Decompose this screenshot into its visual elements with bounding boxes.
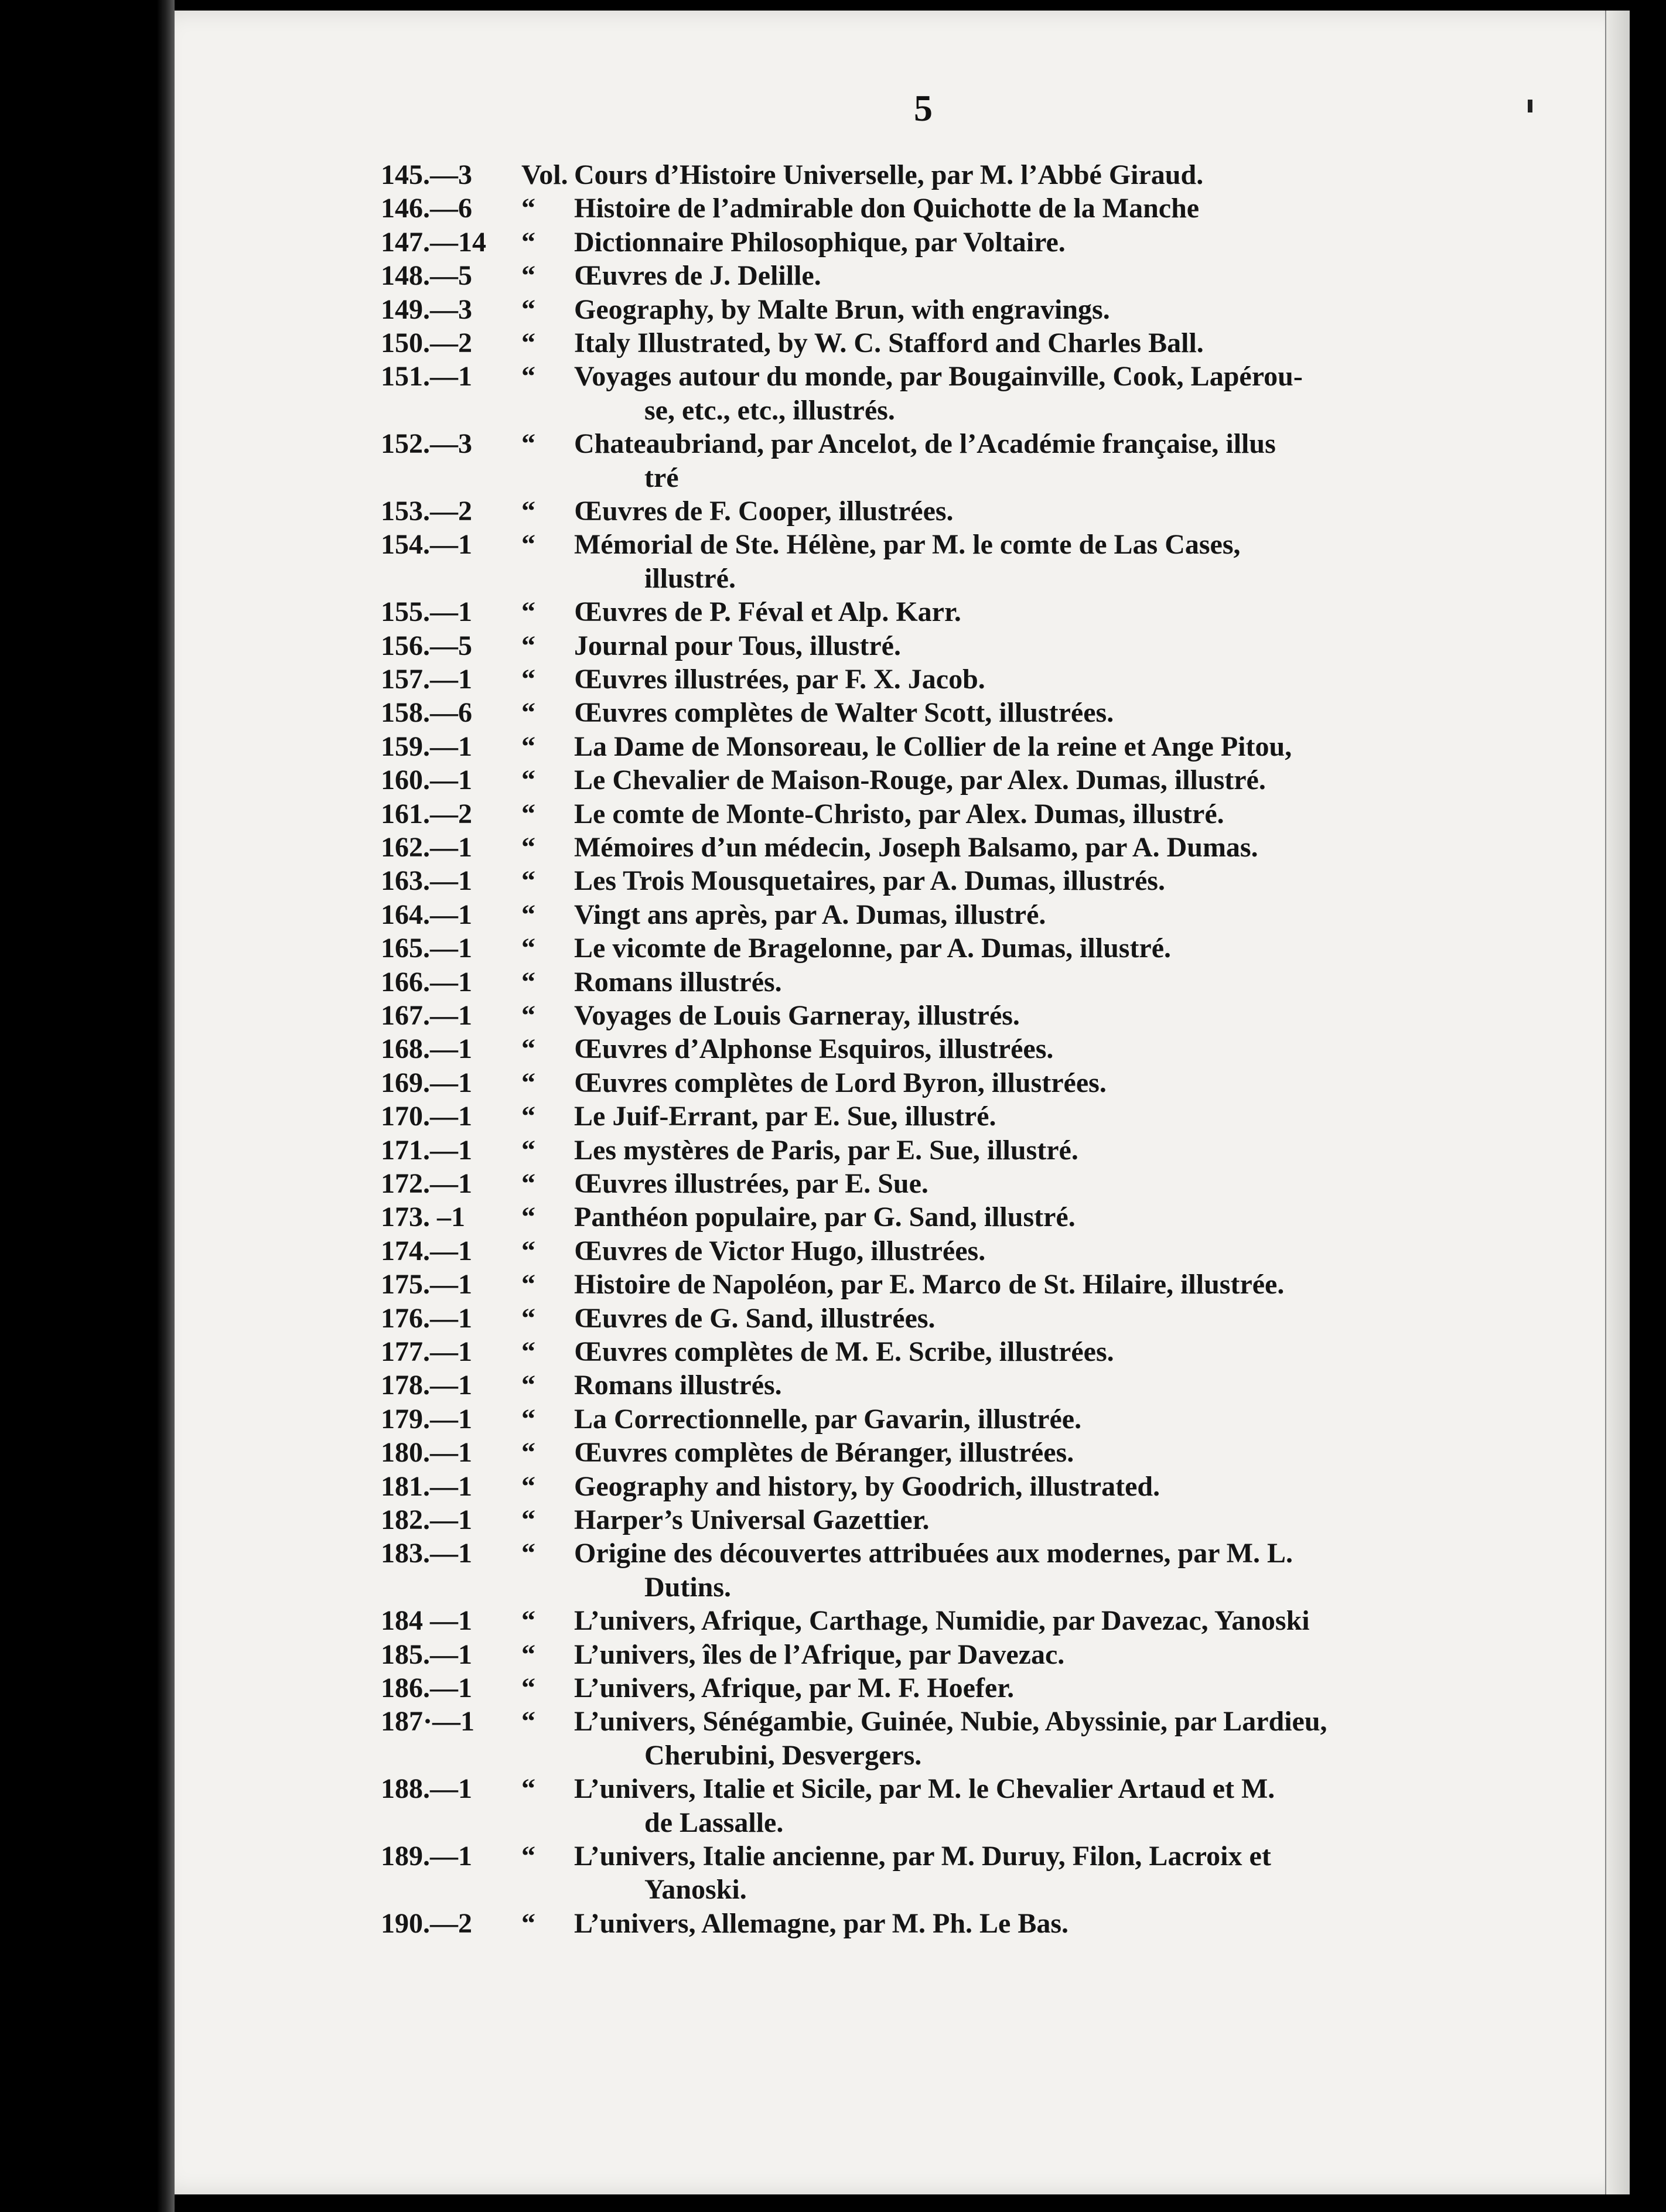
entry-title: Histoire de Napoléon, par E. Marco de St. Hilaire, illustrée. [574, 1269, 1285, 1300]
entry-ditto-mark: “ [521, 1538, 535, 1569]
entry-ditto-mark: “ [521, 1134, 535, 1166]
catalogue-entry-continuation [0, 461, 1666, 495]
catalogue-entry [0, 1671, 1666, 1705]
catalogue-entry [0, 1604, 1666, 1638]
entry-ditto-mark: “ [521, 1403, 535, 1435]
entry-title: L’univers, îles de l’Afrique, par Davezac. [574, 1638, 1065, 1670]
catalogue-entry [0, 1503, 1666, 1537]
entry-ditto-mark: “ [521, 1269, 535, 1300]
entry-title: La Correctionnelle, par Gavarin, illustrée. [574, 1403, 1082, 1435]
entry-ditto-mark: “ [521, 1841, 535, 1872]
entry-ditto-mark: “ [521, 1672, 535, 1704]
entry-number: 145.—3 [381, 159, 472, 190]
catalogue-entry-continuation [0, 394, 1666, 428]
entry-title: Le Juif-Errant, par E. Sue, illustré. [574, 1101, 996, 1132]
entry-number: 186.—1 [381, 1672, 472, 1704]
catalogue-entry [0, 1368, 1666, 1402]
entry-number: 175.—1 [381, 1269, 472, 1300]
entry-title: Voyages autour du monde, par Bougainville, Cook, Lapérou- [574, 361, 1303, 392]
catalogue-entry [0, 730, 1666, 764]
entry-number: 157.—1 [381, 664, 472, 695]
entry-title: La Dame de Monsoreau, le Collier de la reine et Ange Pitou, [574, 730, 1292, 762]
entry-ditto-mark: “ [521, 1235, 535, 1267]
catalogue-entry-continuation [0, 1571, 1666, 1605]
entry-ditto-mark: “ [521, 1101, 535, 1132]
entry-title: Œuvres de P. Féval et Alp. Karr. [574, 596, 961, 628]
entry-ditto-mark: “ [521, 1773, 535, 1805]
entry-title-continuation: Yanoski. [644, 1874, 747, 1906]
entry-number: 182.—1 [381, 1504, 472, 1535]
entry-title: Le vicomte de Bragelonne, par A. Dumas, illustré. [574, 933, 1172, 964]
entry-ditto-mark: “ [521, 730, 535, 762]
catalogue-entry [0, 1335, 1666, 1369]
entry-number: 178.—1 [381, 1370, 472, 1401]
entry-ditto-mark: “ [521, 1370, 535, 1401]
entry-title: Journal pour Tous, illustré. [574, 630, 901, 661]
entry-title-continuation: Dutins. [644, 1571, 732, 1603]
entry-number: 181.—1 [381, 1470, 472, 1502]
entry-number: 171.—1 [381, 1134, 472, 1166]
entry-ditto-mark: Vol. [521, 159, 568, 190]
entry-number: 177.—1 [381, 1336, 472, 1367]
catalogue-entry [0, 629, 1666, 663]
entry-title: L’univers, Allemagne, par M. Ph. Le Bas. [574, 1907, 1069, 1939]
catalogue-entry [0, 1638, 1666, 1672]
entry-ditto-mark: “ [521, 293, 535, 325]
entry-title: Œuvres illustrées, par E. Sue. [574, 1168, 928, 1199]
entry-title: Le comte de Monte-Christo, par Alex. Dumas, illustré. [574, 798, 1224, 830]
entry-number: 160.—1 [381, 764, 472, 796]
catalogue-entry [0, 663, 1666, 697]
entry-number: 165.—1 [381, 933, 472, 964]
entry-number: 183.—1 [381, 1538, 472, 1569]
entry-number: 166.—1 [381, 966, 472, 998]
entry-number: 180.—1 [381, 1437, 472, 1469]
catalogue-entry [0, 1234, 1666, 1268]
entry-number: 156.—5 [381, 630, 472, 661]
entry-ditto-mark: “ [521, 1201, 535, 1233]
entry-ditto-mark: “ [521, 1000, 535, 1031]
entry-title: Italy Illustrated, by W. C. Stafford and Charles Ball. [574, 327, 1204, 359]
catalogue-entry [0, 1402, 1666, 1436]
entry-title: Œuvres illustrées, par F. X. Jacob. [574, 664, 985, 695]
catalogue-entry [0, 1907, 1666, 1941]
entry-number: 147.—14 [381, 226, 486, 258]
entry-title: Mémoires d’un médecin, Joseph Balsamo, par A. Dumas. [574, 832, 1258, 863]
entry-title: Cours d’Histoire Universelle, par M. l’Abbé Giraud. [574, 159, 1204, 190]
entry-number: 152.—3 [381, 428, 472, 460]
ink-mark [1528, 100, 1532, 112]
catalogue-entry [0, 965, 1666, 999]
entry-title: L’univers, Afrique, Carthage, Numidie, par Davezac, Yanoski [574, 1605, 1310, 1637]
entry-number: 153.—2 [381, 496, 472, 527]
entry-title: Voyages de Louis Garneray, illustrés. [574, 1000, 1020, 1031]
entry-title-continuation: illustré. [644, 562, 736, 594]
catalogue-entry [0, 192, 1666, 226]
catalogue-entry [0, 831, 1666, 865]
entry-number: 184 —1 [381, 1605, 472, 1637]
entry-title: L’univers, Sénégambie, Guinée, Nubie, Abyssinie, par Lardieu, [574, 1706, 1327, 1737]
entry-ditto-mark: “ [521, 798, 535, 830]
catalogue-entry [0, 999, 1666, 1033]
entry-number: 170.—1 [381, 1101, 472, 1132]
entry-ditto-mark: “ [521, 664, 535, 695]
entry-ditto-mark: “ [521, 193, 535, 224]
catalogue-entry [0, 226, 1666, 260]
entry-number: 150.—2 [381, 327, 472, 359]
entry-number: 159.—1 [381, 730, 472, 762]
entry-title: Dictionnaire Philosophique, par Voltaire. [574, 226, 1066, 258]
entry-ditto-mark: “ [521, 361, 535, 392]
catalogue-entry [0, 326, 1666, 360]
entry-number: 163.—1 [381, 865, 472, 897]
entry-title: Œuvres de J. Delille. [574, 260, 821, 292]
entry-title-continuation: Cherubini, Desvergers. [644, 1739, 922, 1771]
entry-title: Les Trois Mousquetaires, par A. Dumas, illustrés. [574, 865, 1165, 897]
entry-number: 151.—1 [381, 361, 472, 392]
entry-number: 172.—1 [381, 1168, 472, 1199]
entry-number: 161.—2 [381, 798, 472, 830]
catalogue-entry [0, 1839, 1666, 1873]
entry-ditto-mark: “ [521, 496, 535, 527]
entry-title: Œuvres complètes de Lord Byron, illustrées. [574, 1067, 1107, 1098]
entry-number: 168.—1 [381, 1033, 472, 1065]
catalogue-entry-continuation [0, 1806, 1666, 1840]
entry-number: 187·—1 [381, 1706, 475, 1737]
catalogue-entry [0, 864, 1666, 898]
entry-ditto-mark: “ [521, 1907, 535, 1939]
entry-ditto-mark: “ [521, 1605, 535, 1637]
entry-ditto-mark: “ [521, 428, 535, 460]
entry-number: 185.—1 [381, 1638, 472, 1670]
catalogue-entry [0, 1772, 1666, 1806]
entry-title-continuation: de Lassalle. [644, 1807, 784, 1838]
entry-ditto-mark: “ [521, 1033, 535, 1065]
entry-number: 149.—3 [381, 293, 472, 325]
catalogue-entry [0, 1302, 1666, 1336]
catalogue-entry [0, 595, 1666, 629]
catalogue-entry [0, 1032, 1666, 1066]
entry-title: Œuvres complètes de M. E. Scribe, illustrées. [574, 1336, 1114, 1367]
entry-title: L’univers, Afrique, par M. F. Hoefer. [574, 1672, 1015, 1704]
catalogue-entry [0, 1134, 1666, 1168]
entry-ditto-mark: “ [521, 1504, 535, 1535]
entry-ditto-mark: “ [521, 1168, 535, 1199]
entry-ditto-mark: “ [521, 1437, 535, 1469]
entry-title: L’univers, Italie ancienne, par M. Duruy, Filon, Lacroix et [574, 1841, 1271, 1872]
entry-title: Origine des découvertes attribuées aux modernes, par M. L. [574, 1538, 1293, 1569]
entry-title: Œuvres complètes de Béranger, illustrées. [574, 1437, 1074, 1469]
entry-title: Œuvres de F. Cooper, illustrées. [574, 496, 954, 527]
catalogue-entry [0, 1268, 1666, 1302]
entry-title: Geography, by Malte Brun, with engravings. [574, 293, 1110, 325]
entry-ditto-mark: “ [521, 899, 535, 930]
catalogue-entry [0, 763, 1666, 797]
entry-number: 146.—6 [381, 193, 472, 224]
catalogue-entry [0, 158, 1666, 192]
entry-number: 155.—1 [381, 596, 472, 628]
entry-ditto-mark: “ [521, 697, 535, 729]
catalogue-entry [0, 528, 1666, 562]
catalogue-entry [0, 1470, 1666, 1504]
catalogue-entry-continuation [0, 1739, 1666, 1773]
entry-title-continuation: se, etc., etc., illustrés. [644, 394, 895, 426]
catalogue-entry [0, 1066, 1666, 1100]
entry-title: Mémorial de Ste. Hélène, par M. le comte de Las Cases, [574, 529, 1241, 561]
entry-ditto-mark: “ [521, 260, 535, 292]
catalogue-entry-continuation [0, 562, 1666, 596]
entry-title: Geography and history, by Goodrich, illustrated. [574, 1470, 1160, 1502]
entry-title: Œuvres de G. Sand, illustrées. [574, 1302, 936, 1334]
entry-number: 173. –1 [381, 1201, 465, 1233]
catalogue-entry-continuation [0, 1873, 1666, 1907]
entry-title: Vingt ans après, par A. Dumas, illustré. [574, 899, 1046, 930]
entry-number: 188.—1 [381, 1773, 472, 1805]
catalogue-entry [0, 427, 1666, 461]
entry-number: 179.—1 [381, 1403, 472, 1435]
entry-ditto-mark: “ [521, 327, 535, 359]
catalogue-entry [0, 797, 1666, 831]
entry-ditto-mark: “ [521, 1302, 535, 1334]
entry-ditto-mark: “ [521, 832, 535, 863]
entry-ditto-mark: “ [521, 933, 535, 964]
entry-ditto-mark: “ [521, 1638, 535, 1670]
entry-title: Le Chevalier de Maison-Rouge, par Alex. Dumas, illustré. [574, 764, 1266, 796]
entry-ditto-mark: “ [521, 1706, 535, 1737]
entry-title: Histoire de l’admirable don Quichotte de la Manche [574, 193, 1200, 224]
entry-title: Œuvres complètes de Walter Scott, illustrées. [574, 697, 1114, 729]
catalogue-entry [0, 696, 1666, 730]
catalogue-entry [0, 494, 1666, 528]
entry-number: 148.—5 [381, 260, 472, 292]
entry-number: 158.—6 [381, 697, 472, 729]
entry-title: Œuvres de Victor Hugo, illustrées. [574, 1235, 986, 1267]
entry-title: L’univers, Italie et Sicile, par M. le Chevalier Artaud et M. [574, 1773, 1275, 1805]
catalogue-entry [0, 931, 1666, 965]
entry-number: 162.—1 [381, 832, 472, 863]
entry-title: Panthéon populaire, par G. Sand, illustré. [574, 1201, 1076, 1233]
entry-number: 190.—2 [381, 1907, 472, 1939]
catalogue-entry [0, 1167, 1666, 1201]
entry-number: 174.—1 [381, 1235, 472, 1267]
catalogue-entry [0, 293, 1666, 327]
entry-ditto-mark: “ [521, 596, 535, 628]
entry-number: 164.—1 [381, 899, 472, 930]
entry-title-continuation: tré [644, 462, 679, 493]
entry-ditto-mark: “ [521, 764, 535, 796]
entry-ditto-mark: “ [521, 1470, 535, 1502]
entry-ditto-mark: “ [521, 529, 535, 561]
catalogue-entry [0, 1100, 1666, 1134]
entry-ditto-mark: “ [521, 226, 535, 258]
entry-number: 169.—1 [381, 1067, 472, 1098]
catalogue-entry [0, 360, 1666, 394]
entry-number: 176.—1 [381, 1302, 472, 1334]
catalogue-entry [0, 259, 1666, 293]
entry-title: Les mystères de Paris, par E. Sue, illustré. [574, 1134, 1078, 1166]
catalogue-entry [0, 1436, 1666, 1470]
entry-title: Romans illustrés. [574, 966, 782, 998]
entry-title: Romans illustrés. [574, 1370, 782, 1401]
entry-title: Œuvres d’Alphonse Esquiros, illustrées. [574, 1033, 1054, 1065]
entry-ditto-mark: “ [521, 966, 535, 998]
catalogue-entry [0, 1200, 1666, 1234]
catalogue-entry [0, 898, 1666, 932]
entry-number: 167.—1 [381, 1000, 472, 1031]
entry-ditto-mark: “ [521, 630, 535, 661]
entry-ditto-mark: “ [521, 865, 535, 897]
entry-number: 154.—1 [381, 529, 472, 561]
entry-title: Harper’s Universal Gazettier. [574, 1504, 930, 1535]
catalogue-entry [0, 1705, 1666, 1739]
entry-title: Chateaubriand, par Ancelot, de l’Académie française, illus [574, 428, 1276, 460]
entry-number: 189.—1 [381, 1841, 472, 1872]
entry-ditto-mark: “ [521, 1067, 535, 1098]
page-number: 5 [914, 87, 933, 129]
entry-ditto-mark: “ [521, 1336, 535, 1367]
catalogue-entry [0, 1537, 1666, 1571]
